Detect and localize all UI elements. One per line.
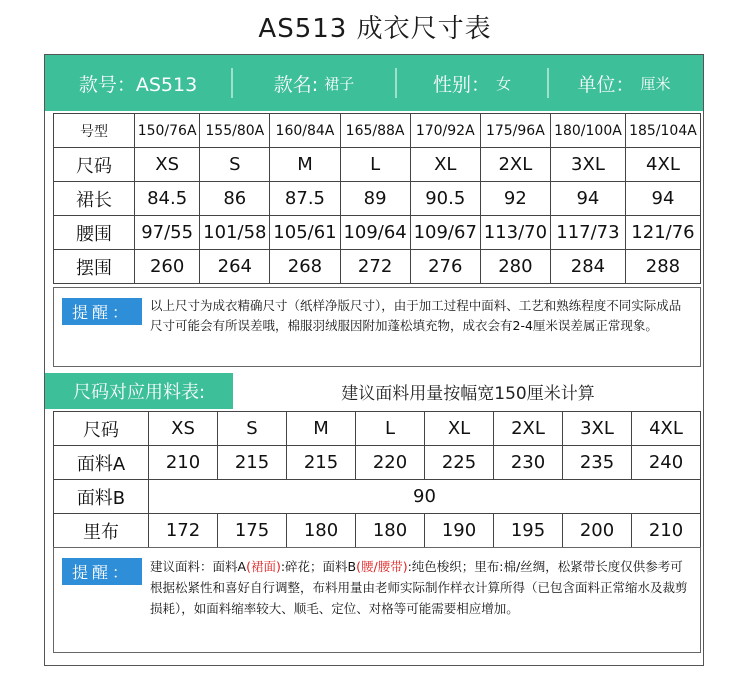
- table-cell: 86: [200, 182, 270, 216]
- table-cell: 264: [200, 250, 270, 284]
- table-cell: 272: [340, 250, 410, 284]
- table-row: [54, 250, 701, 284]
- table-cell: 4XL: [632, 412, 701, 446]
- fabric-reminder-box: [53, 547, 701, 653]
- table-cell: 109/64: [340, 216, 410, 250]
- table-row: [54, 182, 701, 216]
- table-cell: 170/92A: [410, 114, 480, 148]
- row-label: 号型: [54, 114, 135, 148]
- reminder-tag: 提醒：: [62, 298, 142, 325]
- fabric-note-highlight: (裙面): [246, 559, 281, 574]
- table-cell: 117/73: [550, 216, 625, 250]
- gender-value: 女: [496, 74, 512, 93]
- row-label: 尺码: [54, 148, 135, 182]
- fabric-note-part: :碎花；面料B: [280, 559, 357, 574]
- row-label: 里布: [54, 514, 149, 548]
- table-cell: 185/104A: [625, 114, 700, 148]
- table-cell: 215: [287, 446, 356, 480]
- table-cell: XS: [149, 412, 218, 446]
- table-cell: 84.5: [135, 182, 200, 216]
- table-cell: S: [200, 148, 270, 182]
- table-cell: 210: [149, 446, 218, 480]
- table-row: [54, 216, 701, 250]
- table-cell: XS: [135, 148, 200, 182]
- fabric-note-part: 建议面料：面料A: [150, 559, 247, 574]
- table-cell: 2XL: [480, 148, 550, 182]
- table-cell: 180/100A: [550, 114, 625, 148]
- table-cell: 4XL: [625, 148, 700, 182]
- unit-label: 单位：: [577, 73, 635, 96]
- table-cell: 225: [425, 446, 494, 480]
- table-cell: 175/96A: [480, 114, 550, 148]
- fabric-reminder-text: [150, 556, 692, 619]
- table-row: [54, 446, 701, 480]
- unit: [549, 64, 699, 102]
- row-label: 摆围: [54, 250, 135, 284]
- table-cell: M: [287, 412, 356, 446]
- table-cell: 155/80A: [200, 114, 270, 148]
- table-cell: 121/76: [625, 216, 700, 250]
- table-cell: XL: [410, 148, 480, 182]
- table-cell: 260: [135, 250, 200, 284]
- fabric-table: [53, 411, 701, 548]
- table-cell: 230: [494, 446, 563, 480]
- table-cell: 190: [425, 514, 494, 548]
- table-cell: 109/67: [410, 216, 480, 250]
- size-table: [53, 113, 701, 284]
- reminder-text: 以上尺寸为成衣精确尺寸（纸样净版尺寸），由于加工过程中面料、工艺和熟练程度不同实际成品尺寸可能会有所误差哦，棉服羽绒服因附加蓬松填充物，成衣会有2-4厘米误差属正常现象。: [150, 298, 682, 333]
- table-cell: 90.5: [410, 182, 480, 216]
- table-cell: 240: [632, 446, 701, 480]
- table-cell: 113/70: [480, 216, 550, 250]
- row-label: 腰围: [54, 216, 135, 250]
- table-cell: 195: [494, 514, 563, 548]
- table-cell: 172: [149, 514, 218, 548]
- table-cell: 235: [563, 446, 632, 480]
- size-sheet: [44, 54, 704, 666]
- table-cell: 92: [480, 182, 550, 216]
- style-name-label: 款名:: [273, 73, 319, 96]
- table-cell: 220: [356, 446, 425, 480]
- table-cell: 200: [563, 514, 632, 548]
- fabric-header: [45, 373, 703, 409]
- table-cell: 150/76A: [135, 114, 200, 148]
- table-cell: S: [218, 412, 287, 446]
- table-cell: 94: [625, 182, 700, 216]
- style-name-value: 裙子: [324, 74, 355, 93]
- row-label: 裙长: [54, 182, 135, 216]
- table-cell: 180: [287, 514, 356, 548]
- table-cell: 215: [218, 446, 287, 480]
- fabric-note-part: :纯色梭织；里布:棉/丝绸，松紧带长度仅供参考可根据松紧性和喜好自行调整，布料用量由老师实际制作样衣计算所得（已包含面料正常缩水及裁剪损耗），如面料缩率较大、顺毛、定位、对格等可能需要相应增加。: [150, 559, 688, 616]
- table-cell: L: [340, 148, 410, 182]
- unit-value: 厘米: [640, 74, 671, 93]
- table-cell: 97/55: [135, 216, 200, 250]
- style-name: [233, 64, 395, 102]
- table-cell: L: [356, 412, 425, 446]
- table-row: [54, 514, 701, 548]
- table-cell: 89: [340, 182, 410, 216]
- fabric-reminder-tag: 提醒：: [62, 558, 142, 585]
- table-cell: M: [270, 148, 340, 182]
- table-cell: 94: [550, 182, 625, 216]
- row-label: 面料B: [54, 480, 149, 514]
- table-cell: 87.5: [270, 182, 340, 216]
- row-label: 面料A: [54, 446, 149, 480]
- table-cell: 105/61: [270, 216, 340, 250]
- table-cell: 101/58: [200, 216, 270, 250]
- table-cell: XL: [425, 412, 494, 446]
- gender-label: 性别：: [432, 73, 490, 96]
- table-cell: 165/88A: [340, 114, 410, 148]
- table-cell: 284: [550, 250, 625, 284]
- table-cell: 2XL: [494, 412, 563, 446]
- table-cell: 180: [356, 514, 425, 548]
- reminder-box: [53, 287, 701, 367]
- table-cell: 288: [625, 250, 700, 284]
- table-cell: 210: [632, 514, 701, 548]
- page-title: AS513 成衣尺寸表: [258, 14, 492, 44]
- table-cell: 276: [410, 250, 480, 284]
- table-cell: 268: [270, 250, 340, 284]
- fabric-width-note: 建议面料用量按幅宽150厘米计算: [341, 383, 595, 404]
- fabric-table-label: 尺码对应用料表:: [45, 373, 233, 409]
- table-cell: 280: [480, 250, 550, 284]
- header-band: [45, 55, 703, 111]
- style-number: 款号：AS513: [45, 64, 231, 102]
- table-cell: 175: [218, 514, 287, 548]
- table-row: [54, 114, 701, 148]
- table-cell: 160/84A: [270, 114, 340, 148]
- row-label: 尺码: [54, 412, 149, 446]
- table-row: [54, 148, 701, 182]
- table-cell: 90: [149, 480, 701, 514]
- table-row: [54, 412, 701, 446]
- table-cell: 3XL: [563, 412, 632, 446]
- fabric-note-highlight: (腰/腰带): [356, 559, 408, 574]
- table-row: [54, 480, 701, 514]
- table-cell: 3XL: [550, 148, 625, 182]
- gender: [397, 64, 547, 102]
